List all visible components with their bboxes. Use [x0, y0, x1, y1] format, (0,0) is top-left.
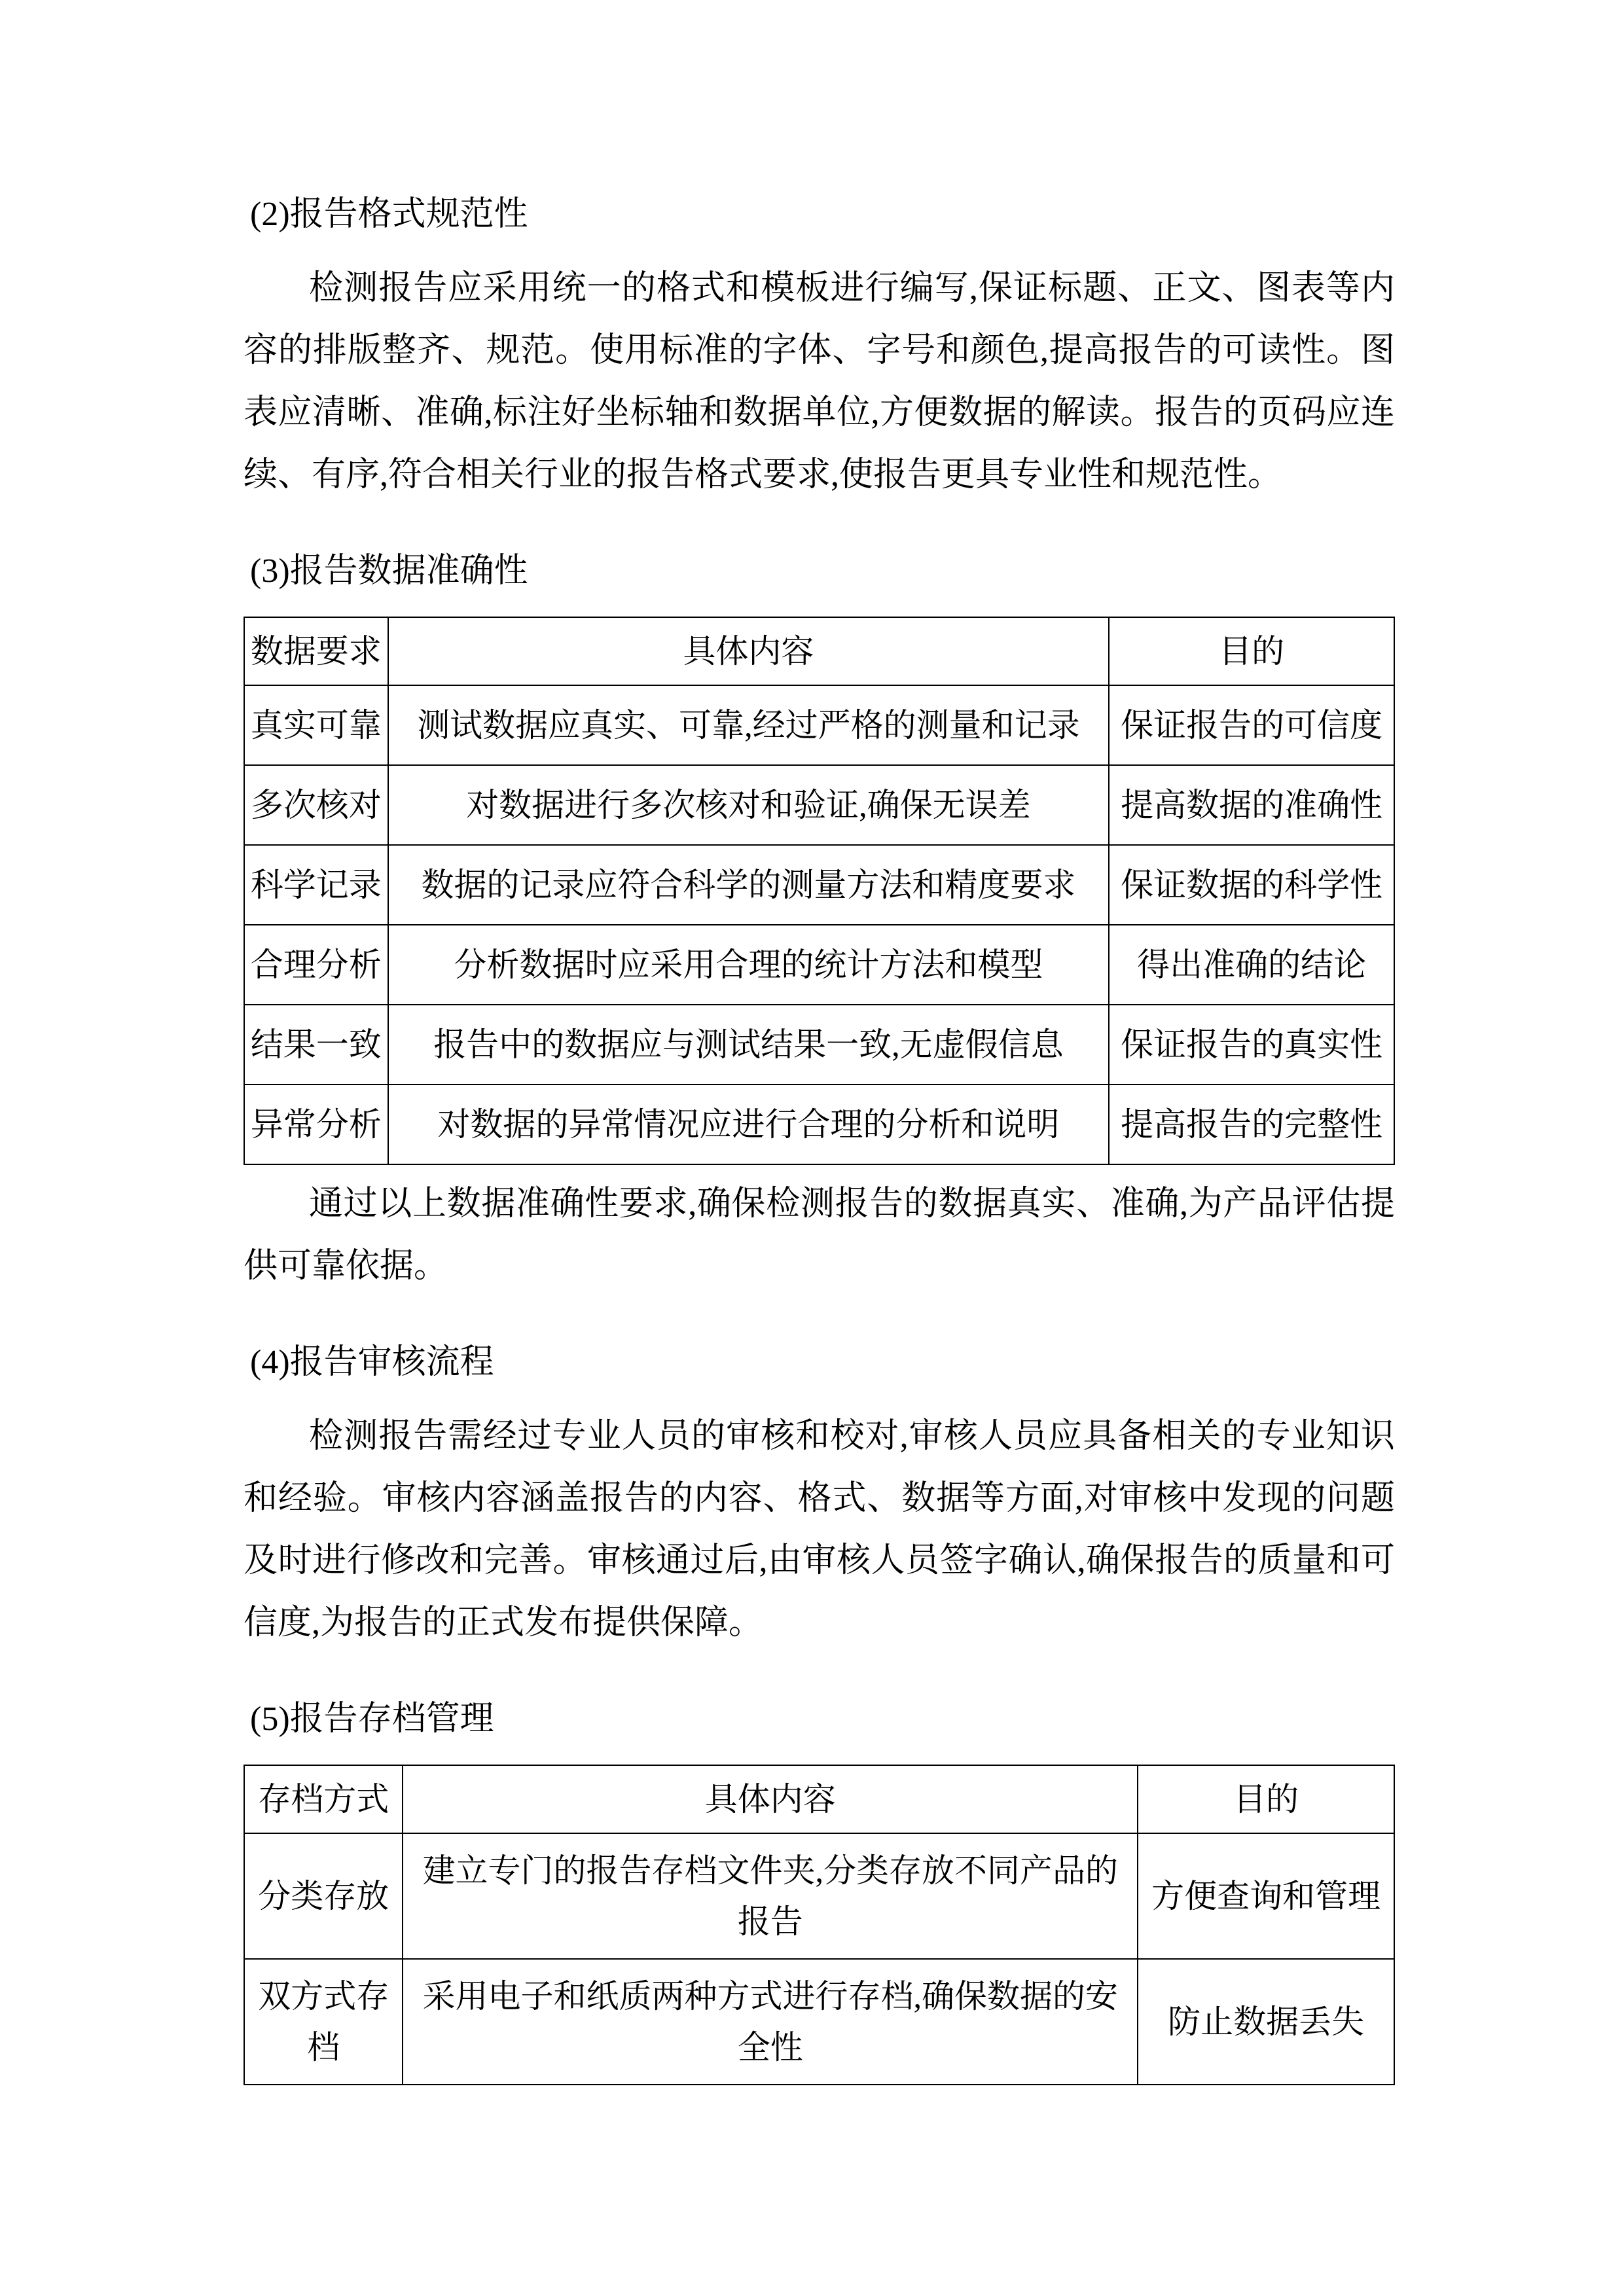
table-cell: 方便查询和管理	[1138, 1833, 1394, 1959]
table-cell: 异常分析	[244, 1085, 388, 1164]
table-row	[244, 1833, 1394, 1959]
table-cell: 结果一致	[244, 1005, 388, 1085]
table-cell: 分类存放	[244, 1833, 403, 1959]
section-heading-report-format: (2)报告格式规范性	[250, 196, 528, 233]
table-row	[244, 765, 1394, 845]
table-cell: 合理分析	[244, 925, 388, 1005]
table-header-cell: 目的	[1138, 1765, 1394, 1833]
table-cell: 双方式存档	[244, 1959, 403, 2085]
table-cell: 分析数据时应采用合理的统计方法和模型	[388, 925, 1110, 1005]
section-heading-archive-management: (5)报告存档管理	[250, 1700, 494, 1738]
table-cell: 真实可靠	[244, 685, 388, 765]
paragraph-review-process: 检测报告需经过专业人员的审核和校对,审核人员应具备相关的专业知识和经验。审核内容涵盖报告的内容、格式、数据等方面,对审核中发现的问题及时进行修改和完善。审核通过后,由审核人员签字确认,确保报告的质量和可信度,为报告的正式发布提供保障。	[244, 1418, 1395, 1641]
table-cell: 测试数据应真实、可靠,经过严格的测量和记录	[388, 685, 1110, 765]
table-cell: 数据的记录应符合科学的测量方法和精度要求	[388, 845, 1110, 925]
table-row	[244, 925, 1394, 1005]
table-cell: 提高报告的完整性	[1109, 1085, 1394, 1164]
table-row	[244, 685, 1394, 765]
section-heading-review-process: (4)报告审核流程	[250, 1344, 494, 1381]
table-header-row	[244, 617, 1394, 685]
table-cell: 保证报告的可信度	[1109, 685, 1394, 765]
archive-management-table	[244, 1765, 1395, 2085]
table-cell: 对数据进行多次核对和验证,确保无误差	[388, 765, 1110, 845]
table-cell: 得出准确的结论	[1109, 925, 1394, 1005]
table-header-cell: 数据要求	[244, 617, 388, 685]
table-row	[244, 1085, 1394, 1164]
paragraph-data-accuracy-summary: 通过以上数据准确性要求,确保检测报告的数据真实、准确,为产品评估提供可靠依据。	[244, 1185, 1395, 1285]
table-header-cell: 具体内容	[403, 1765, 1138, 1833]
table-row	[244, 845, 1394, 925]
table-cell: 保证数据的科学性	[1109, 845, 1394, 925]
section-heading-data-accuracy: (3)报告数据准确性	[250, 552, 528, 590]
data-accuracy-table	[244, 617, 1395, 1165]
table-cell: 采用电子和纸质两种方式进行存档,确保数据的安全性	[403, 1959, 1138, 2085]
table-header-cell: 具体内容	[388, 617, 1110, 685]
table-row	[244, 1005, 1394, 1085]
table-header-cell: 存档方式	[244, 1765, 403, 1833]
table-cell: 防止数据丢失	[1138, 1959, 1394, 2085]
table-cell: 多次核对	[244, 765, 388, 845]
table-row	[244, 1959, 1394, 2085]
table-cell: 提高数据的准确性	[1109, 765, 1394, 845]
table-cell: 保证报告的真实性	[1109, 1005, 1394, 1085]
paragraph-report-format: 检测报告应采用统一的格式和模板进行编写,保证标题、正文、图表等内容的排版整齐、规范。使用标准的字体、字号和颜色,提高报告的可读性。图表应清晰、准确,标注好坐标轴和数据单位,方便数据的解读。报告的页码应连续、有序,符合相关行业的报告格式要求,使报告更具专业性和规范性。	[244, 270, 1395, 493]
table-cell: 科学记录	[244, 845, 388, 925]
table-cell: 建立专门的报告存档文件夹,分类存放不同产品的报告	[403, 1833, 1138, 1959]
table-cell: 报告中的数据应与测试结果一致,无虚假信息	[388, 1005, 1110, 1085]
table-header-cell: 目的	[1109, 617, 1394, 685]
table-header-row	[244, 1765, 1394, 1833]
table-cell: 对数据的异常情况应进行合理的分析和说明	[388, 1085, 1110, 1164]
